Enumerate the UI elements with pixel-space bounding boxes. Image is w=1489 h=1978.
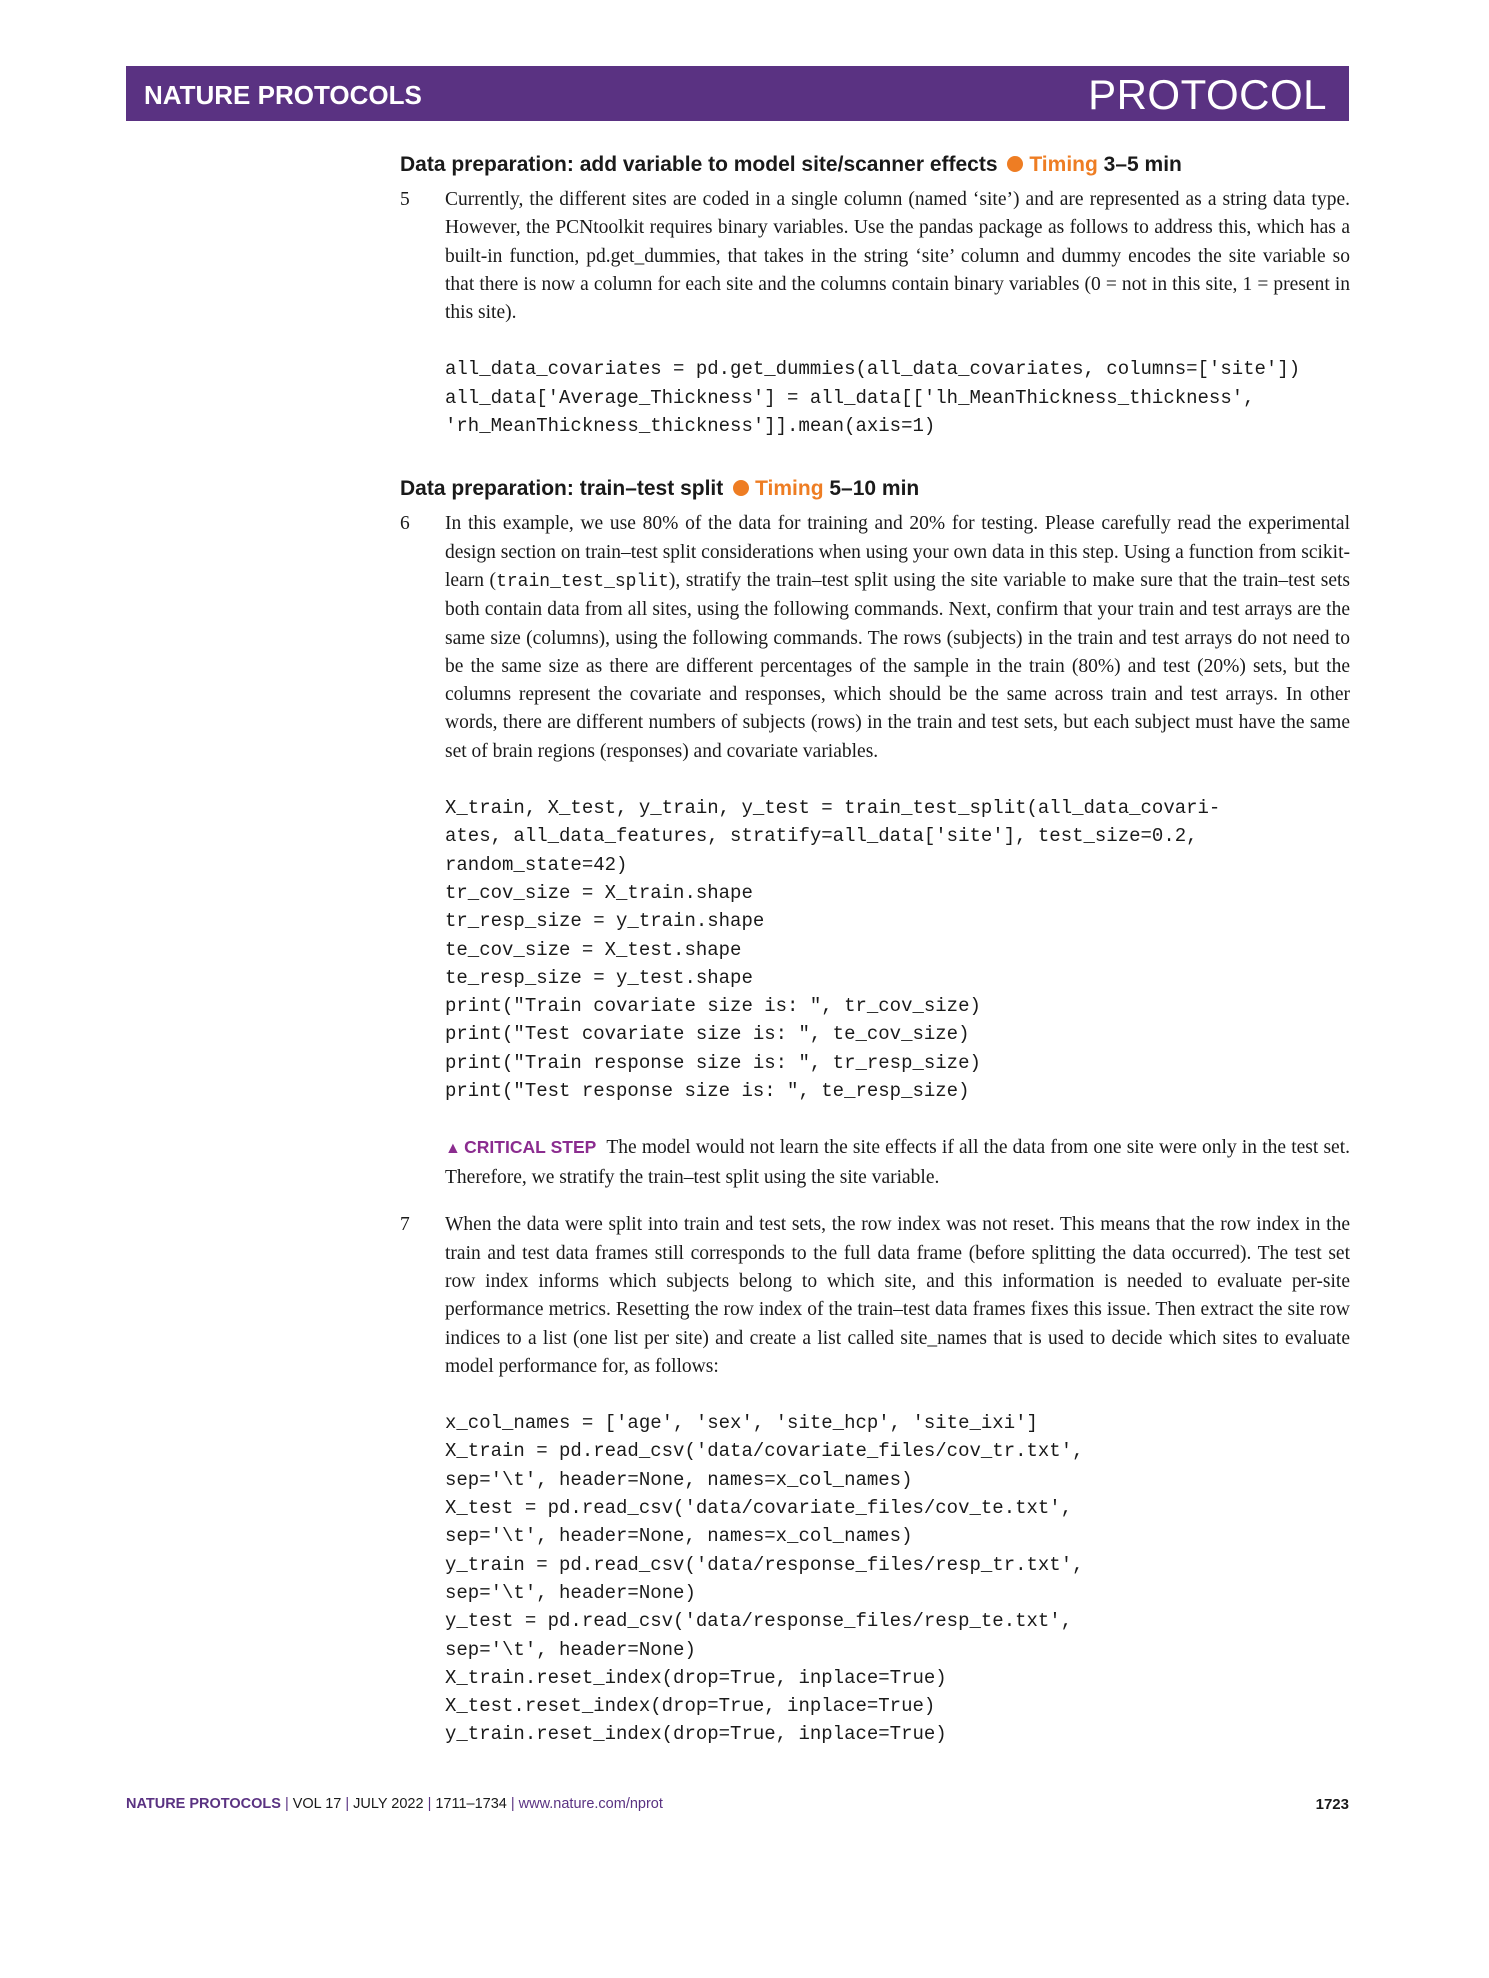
footer-separator: |: [427, 1796, 432, 1812]
footer-issue: JULY 2022: [353, 1796, 424, 1812]
step-7: [400, 1211, 1350, 1748]
footer-volume: VOL 17: [292, 1796, 342, 1812]
timing-dot-icon: [733, 480, 749, 496]
step-text: When the data were split into train and test sets, the row index was not reset. This means that the row index in the train and test data frames still corresponds to the full data frame (before splitting the data occurred). The test set row index informs which subjects belong to which site, and this information is needed to evaluate per-site performance metrics. Resetting the row index of the train–test data frames fixes this issue. Then extract the site row indices to a list (one list per site) and create a list called site_names that is used to decide which sites to evaluate model performance for, as follows:: [445, 1214, 1350, 1377]
code-block: X_train, X_test, y_train, y_test = train_test_split(all_data_covari- ates, all_data_features, stratify=all_data['site'], test_size=0.2, random_state=42) tr_cov_size = X_train.shape tr_resp_size = y_train.shape te_cov_size = X_test.shape te_resp_size = y_test.shape print("Train covariate size is: ", tr_cov_size) print("Test covariate size is: ", te_cov_size) print("Train response size is: ", tr_resp_size) print("Test response size is: ", te_resp_size): [445, 797, 1221, 1103]
timing-label: Timing: [755, 477, 824, 501]
section-train-test-split: [400, 474, 1350, 1192]
step-5: [400, 186, 1350, 440]
critical-step-label: [445, 1137, 596, 1157]
timing-value: 3–5 min: [1103, 153, 1182, 176]
step-6: [400, 510, 1350, 1192]
timing-label: Timing: [1029, 153, 1098, 176]
footer-journal: NATURE PROTOCOLS: [126, 1796, 281, 1812]
step-text: Currently, the different sites are coded in a single column (named ‘site’) and are represented as a string data type. However, the PCNtoolkit requires binary variables. Use the pandas package as follows to address this, which has a built-in function, pd.get_dummies, that takes in the string ‘site’ column and dummy encodes the site variable so that there is now a column for each site and the columns contain binary variables (0 = not in this site, 1 = present in this site).: [445, 189, 1350, 324]
footer-separator: |: [345, 1796, 350, 1812]
step-number: 7: [400, 1214, 410, 1236]
footer-separator: |: [510, 1796, 515, 1812]
journal-header-bar: [126, 66, 1349, 121]
step-number: 5: [400, 189, 410, 210]
section-title: Data preparation: train–test split: [400, 477, 724, 501]
step-text: [445, 510, 1350, 766]
code-block: all_data_covariates = pd.get_dummies(all_data_covariates, columns=['site']) all_data['Average_Thickness'] = all_data[['lh_MeanThickness_thickness', 'rh_MeanThickness_thickness']].mean(axis=1): [445, 358, 1301, 438]
code-block: x_col_names = ['age', 'sex', 'site_hcp', 'site_ixi'] X_train = pd.read_csv('data/covariate_files/cov_tr.txt', sep='\t', header=None, names=x_col_names) X_test = pd.read_csv('data/covariate_files/cov_te.txt', sep='\t', header=None, names=x_col_names) y_train = pd.read_csv('data/response_files/resp_tr.txt', sep='\t', header=None) y_test = pd.read_csv('data/response_files/resp_te.txt', sep='\t', header=None) X_train.reset_index(drop=True, inplace=True) X_test.reset_index(drop=True, inplace=True) y_train.reset_index(drop=True, inplace=True): [445, 1412, 1084, 1746]
step-text-part: In this example, we use 80% of the data for training and 20% for testing. Please carefully read the experimental design section on train–test split considerations when using your own data in this step. Using a function from scikit-learn (: [445, 513, 1350, 591]
section-title: Data preparation: add variable to model site/scanner effects: [400, 153, 998, 176]
critical-step-note: [445, 1133, 1350, 1192]
footer-separator: |: [284, 1796, 289, 1812]
journal-name: NATURE PROTOCOLS: [144, 80, 422, 110]
critical-label-text: CRITICAL STEP: [464, 1137, 597, 1158]
footer-pages: 1711–1734: [435, 1796, 507, 1812]
article-type-label: PROTOCOL: [1088, 71, 1327, 118]
article-body: [400, 150, 1350, 1749]
step-text-part: ), stratify the train–test split using the site variable to make sure that the train–test sets both contain data from all sites, using the following commands. Next, confirm that your train and test arrays are the same size (columns), using the following commands. The rows (subjects) in the train and test arrays do not need to be the same size as there are different percentages of the sample in the train (80%) and test (20%) sets, but the columns represent the covariate and responses, which should be the same across train and test arrays. In other words, there are different numbers of subjects (rows) in the train and test sets, but each subject must have the same set of brain regions (responses) and covariate variables.: [445, 569, 1351, 762]
page-number: 1723: [1315, 1796, 1349, 1813]
inline-code: train_test_split: [496, 571, 669, 592]
warning-triangle-icon: ▲: [445, 1140, 462, 1158]
timing-dot-icon: [1007, 156, 1023, 172]
critical-text: The model would not learn the site effects if all the data from one site were only in the test set. Therefore, we stratify the train–test split using the site variable.: [445, 1137, 1350, 1188]
step-number: 6: [400, 513, 410, 535]
section-heading: [400, 150, 1350, 180]
page-footer: [126, 1796, 1349, 1820]
section-heading: [400, 474, 1350, 504]
timing-value: 5–10 min: [829, 477, 920, 501]
section-site-effects: [400, 150, 1350, 440]
footer-url-link[interactable]: www.nature.com/nprot: [518, 1796, 663, 1812]
